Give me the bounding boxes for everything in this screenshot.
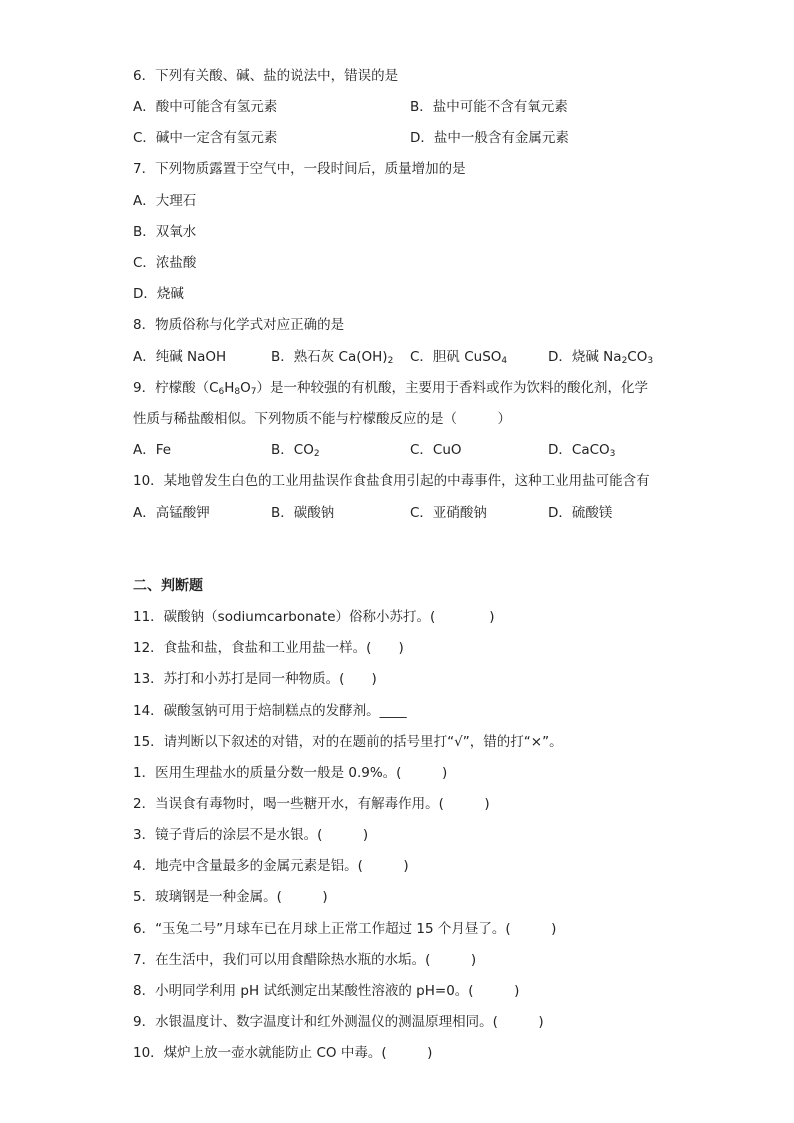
judgment-item: 8．小明同学利用 pH 试纸测定出某酸性溶液的 pH=0。( ) <box>133 983 520 999</box>
question-8-option-c-text: C．胆矾 CuSO <box>410 349 502 365</box>
question-8-option-b <box>271 348 393 366</box>
question-8-option-c <box>410 348 507 366</box>
question-8-option-d <box>548 348 653 366</box>
question-9-option-b <box>271 441 320 459</box>
question-8-option-a: A．纯碱 NaOH <box>133 349 227 365</box>
question-8-option-d-text: D．烧碱 Na <box>548 349 622 365</box>
subscript: 6 <box>218 387 225 397</box>
section-heading: 二、判断题 <box>133 578 203 594</box>
question-10-option-b: B．碳酸钠 <box>271 505 335 521</box>
question-7-stem: 7．下列物质露置于空气中，一段时间后，质量增加的是 <box>133 161 466 177</box>
question-6-option-c: C．碱中一定含有氢元素 <box>133 130 278 146</box>
subscript: 2 <box>621 356 628 366</box>
stem-text: ）是一种较强的有机酸，主要用于香料或作为饮料的酸化剂，化学 <box>256 380 649 396</box>
judgment-item: 5．玻璃钢是一种金属。( ) <box>133 889 328 905</box>
question-6-stem: 6．下列有关酸、碱、盐的说法中，错误的是 <box>133 68 399 84</box>
question-9-stem-line-2: 性质与稀盐酸相似。下列物质不能与柠檬酸反应的是（ ） <box>133 411 511 427</box>
question-9-option-b-text: B．CO <box>271 442 314 458</box>
question-8-option-b-text: B．熟石灰 Ca(OH) <box>271 349 388 365</box>
subscript: 2 <box>313 449 320 459</box>
subscript: 3 <box>647 356 654 366</box>
question-9-option-d-text: D．CaCO <box>548 442 610 458</box>
question-10-option-a: A．高锰酸钾 <box>133 505 210 521</box>
stem-text: O <box>240 380 251 396</box>
judgment-item: 9．水银温度计、数字温度计和红外测温仪的测温原理相同。( ) <box>133 1014 544 1030</box>
judgment-item: 14．碳酸氢钠可用于焙制糕点的发酵剂。____ <box>133 703 407 719</box>
question-6-option-d: D．盐中一般含有金属元素 <box>410 130 569 146</box>
judgment-item: 6．“玉兔二号”月球车已在月球上正常工作超过 15 个月昼了。( ) <box>133 921 557 937</box>
question-6-option-a: A．酸中可能含有氢元素 <box>133 99 278 115</box>
judgment-item: 3．镜子背后的涂层不是水银。( ) <box>133 827 369 843</box>
judgment-item: 13．苏打和小苏打是同一种物质。( ) <box>133 671 377 687</box>
question-9-option-c: C．CuO <box>410 442 462 458</box>
subscript: 3 <box>609 449 616 459</box>
question-8-option-d-text: CO <box>627 349 648 365</box>
question-10-option-d: D．硫酸镁 <box>548 505 613 521</box>
question-10-stem: 10．某地曾发生白色的工业用盐误作食盐食用引起的中毒事件，这种工业用盐可能含有 <box>133 473 650 489</box>
question-8-stem: 8．物质俗称与化学式对应正确的是 <box>133 317 345 333</box>
subscript: 7 <box>250 387 257 397</box>
judgment-item: 1．医用生理盐水的质量分数一般是 0.9%。( ) <box>133 765 448 781</box>
judgment-item: 12．食盐和盐，食盐和工业用盐一样。( ) <box>133 640 404 656</box>
judgment-item: 11．碳酸钠（sodiumcarbonate）俗称小苏打。( ) <box>133 609 495 625</box>
question-9-stem <box>133 379 648 397</box>
question-7-option-d: D．烧碱 <box>133 286 184 302</box>
judgment-item: 10．煤炉上放一壶水就能防止 CO 中毒。( ) <box>133 1045 433 1061</box>
question-7-option-b: B．双氧水 <box>133 224 197 240</box>
question-9-option-d <box>548 441 615 459</box>
question-7-option-c: C．浓盐酸 <box>133 255 197 271</box>
subscript: 4 <box>501 356 508 366</box>
judgment-item: 2．当误食有毒物时，喝一些糖开水，有解毒作用。( ) <box>133 796 490 812</box>
stem-text: 9．柠檬酸（C <box>133 380 219 396</box>
question-7-option-a: A．大理石 <box>133 193 197 209</box>
judgment-item: 4．地壳中含量最多的金属元素是铝。( ) <box>133 858 409 874</box>
question-9-option-a: A．Fe <box>133 442 172 458</box>
subscript: 2 <box>387 356 394 366</box>
question-10-option-c: C．亚硝酸钠 <box>410 505 487 521</box>
judgment-item: 7．在生活中，我们可以用食醋除热水瓶的水垢。( ) <box>133 952 477 968</box>
subscript: 8 <box>234 387 241 397</box>
stem-text: H <box>224 380 235 396</box>
question-6-option-b: B．盐中可能不含有氧元素 <box>410 99 568 115</box>
judgment-item: 15．请判断以下叙述的对错，对的在题前的括号里打“√”，错的打“×”。 <box>133 734 563 750</box>
